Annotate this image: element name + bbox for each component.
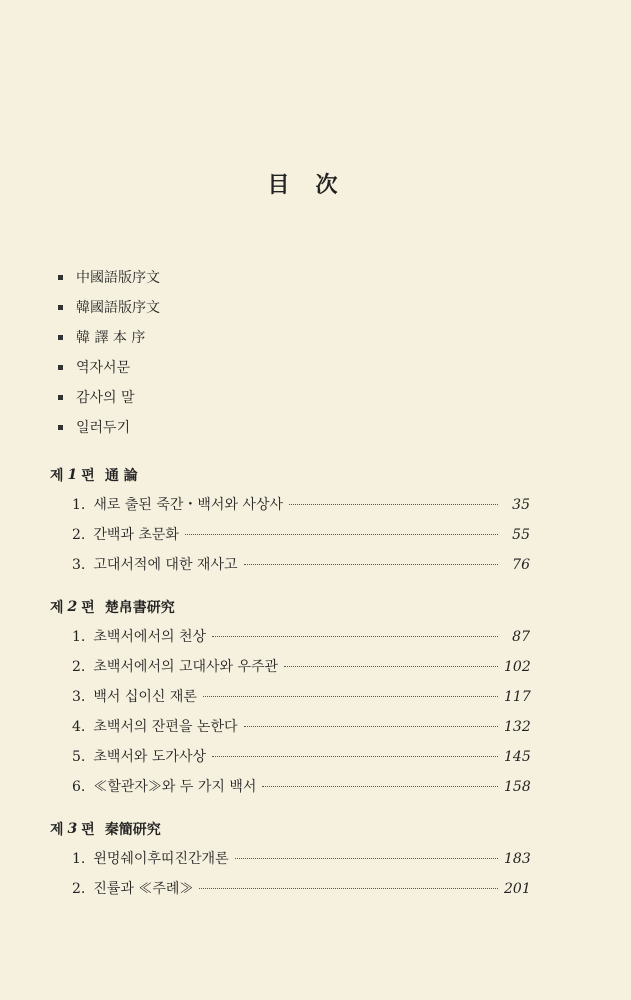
list-item[interactable] — [58, 292, 160, 322]
leader-dots — [289, 504, 498, 505]
bullet-icon — [58, 395, 63, 400]
entry-page: 102 — [504, 659, 531, 675]
part-title: 通 論 — [104, 468, 138, 484]
part-heading[interactable] — [50, 592, 530, 622]
entry-page: 201 — [504, 881, 531, 897]
entry-title: 윈멍쉐이후띠진간개론 — [93, 851, 229, 867]
part-1 — [50, 460, 530, 580]
toc-entry[interactable] — [50, 772, 530, 802]
list-item-label: 역자서문 — [76, 360, 131, 376]
entry-title: 백서 십이신 재론 — [93, 689, 197, 705]
leader-dots — [199, 888, 498, 889]
leader-dots — [203, 696, 498, 697]
page-title — [0, 168, 631, 199]
part-2 — [50, 592, 530, 802]
toc-entry[interactable] — [50, 712, 530, 742]
entry-title: 간백과 초문화 — [93, 527, 179, 543]
part-title: 楚帛書研究 — [104, 600, 175, 616]
list-item[interactable] — [58, 352, 160, 382]
entry-page: 87 — [512, 629, 530, 645]
entry-number: 6. — [72, 779, 86, 795]
entry-number: 2. — [72, 527, 86, 543]
list-item-label: 中國語版序文 — [76, 270, 160, 286]
part-prefix: 제 — [50, 822, 64, 838]
entry-title: 진률과 ≪주례≫ — [93, 881, 194, 897]
part-title: 秦簡研究 — [104, 822, 161, 838]
leader-dots — [235, 858, 498, 859]
toc-entry[interactable] — [50, 844, 530, 874]
bullet-icon — [58, 275, 63, 280]
toc-entry[interactable] — [50, 874, 530, 904]
entry-title: 고대서적에 대한 재사고 — [93, 557, 238, 573]
toc-entry[interactable] — [50, 652, 530, 682]
entry-page: 76 — [512, 557, 530, 573]
leader-dots — [244, 564, 499, 565]
entry-title: 초백서에서의 고대사와 우주관 — [93, 659, 279, 675]
entry-page: 132 — [504, 719, 531, 735]
toc-entry[interactable] — [50, 490, 530, 520]
bullet-icon — [58, 305, 63, 310]
leader-dots — [244, 726, 499, 727]
entry-page: 35 — [512, 497, 530, 513]
list-item[interactable] — [58, 262, 160, 292]
list-item-label: 韓 譯 本 序 — [76, 330, 146, 346]
leader-dots — [212, 756, 498, 757]
entry-number: 1. — [72, 851, 86, 867]
entry-title: 새로 출된 죽간・백서와 사상사 — [93, 497, 283, 513]
list-item[interactable] — [58, 382, 160, 412]
part-prefix: 제 — [50, 600, 64, 616]
front-matter-list — [58, 262, 160, 442]
entry-number: 2. — [72, 881, 86, 897]
bullet-icon — [58, 335, 63, 340]
part-prefix: 제 — [50, 468, 64, 484]
bullet-icon — [58, 425, 63, 430]
bullet-icon — [58, 365, 63, 370]
entry-page: 117 — [504, 689, 531, 705]
title-char-1: 目 — [267, 172, 316, 198]
entry-page: 55 — [512, 527, 530, 543]
list-item[interactable] — [58, 322, 160, 352]
entry-page: 158 — [504, 779, 531, 795]
part-heading[interactable] — [50, 814, 530, 844]
leader-dots — [284, 666, 498, 667]
part-suffix: 편 — [81, 600, 95, 616]
toc-entry[interactable] — [50, 682, 530, 712]
toc-entry[interactable] — [50, 742, 530, 772]
entry-number: 5. — [72, 749, 86, 765]
part-number: 1 — [67, 467, 78, 483]
leader-dots — [185, 534, 498, 535]
entry-title: 초백서에서의 천상 — [93, 629, 207, 645]
part-number: 2 — [67, 599, 78, 615]
part-suffix: 편 — [81, 822, 95, 838]
entry-number: 1. — [72, 497, 86, 513]
list-item-label: 감사의 말 — [76, 390, 135, 406]
part-suffix: 편 — [81, 468, 95, 484]
entry-number: 4. — [72, 719, 86, 735]
leader-dots — [212, 636, 498, 637]
entry-number: 3. — [72, 689, 86, 705]
list-item[interactable] — [58, 412, 160, 442]
entry-title: 초백서의 잔편을 논한다 — [93, 719, 238, 735]
entry-number: 2. — [72, 659, 86, 675]
entry-title: ≪할관자≫와 두 가지 백서 — [93, 779, 257, 795]
toc-entry[interactable] — [50, 520, 530, 550]
part-heading[interactable] — [50, 460, 530, 490]
entry-page: 145 — [504, 749, 531, 765]
toc-entry[interactable] — [50, 622, 530, 652]
entry-number: 3. — [72, 557, 86, 573]
entry-number: 1. — [72, 629, 86, 645]
title-char-2: 次 — [315, 172, 364, 198]
entry-page: 183 — [504, 851, 531, 867]
leader-dots — [262, 786, 498, 787]
list-item-label: 일러두기 — [76, 420, 131, 436]
toc-entry[interactable] — [50, 550, 530, 580]
list-item-label: 韓國語版序文 — [76, 300, 160, 316]
part-number: 3 — [67, 821, 78, 837]
entry-title: 초백서와 도가사상 — [93, 749, 207, 765]
part-3 — [50, 814, 530, 904]
